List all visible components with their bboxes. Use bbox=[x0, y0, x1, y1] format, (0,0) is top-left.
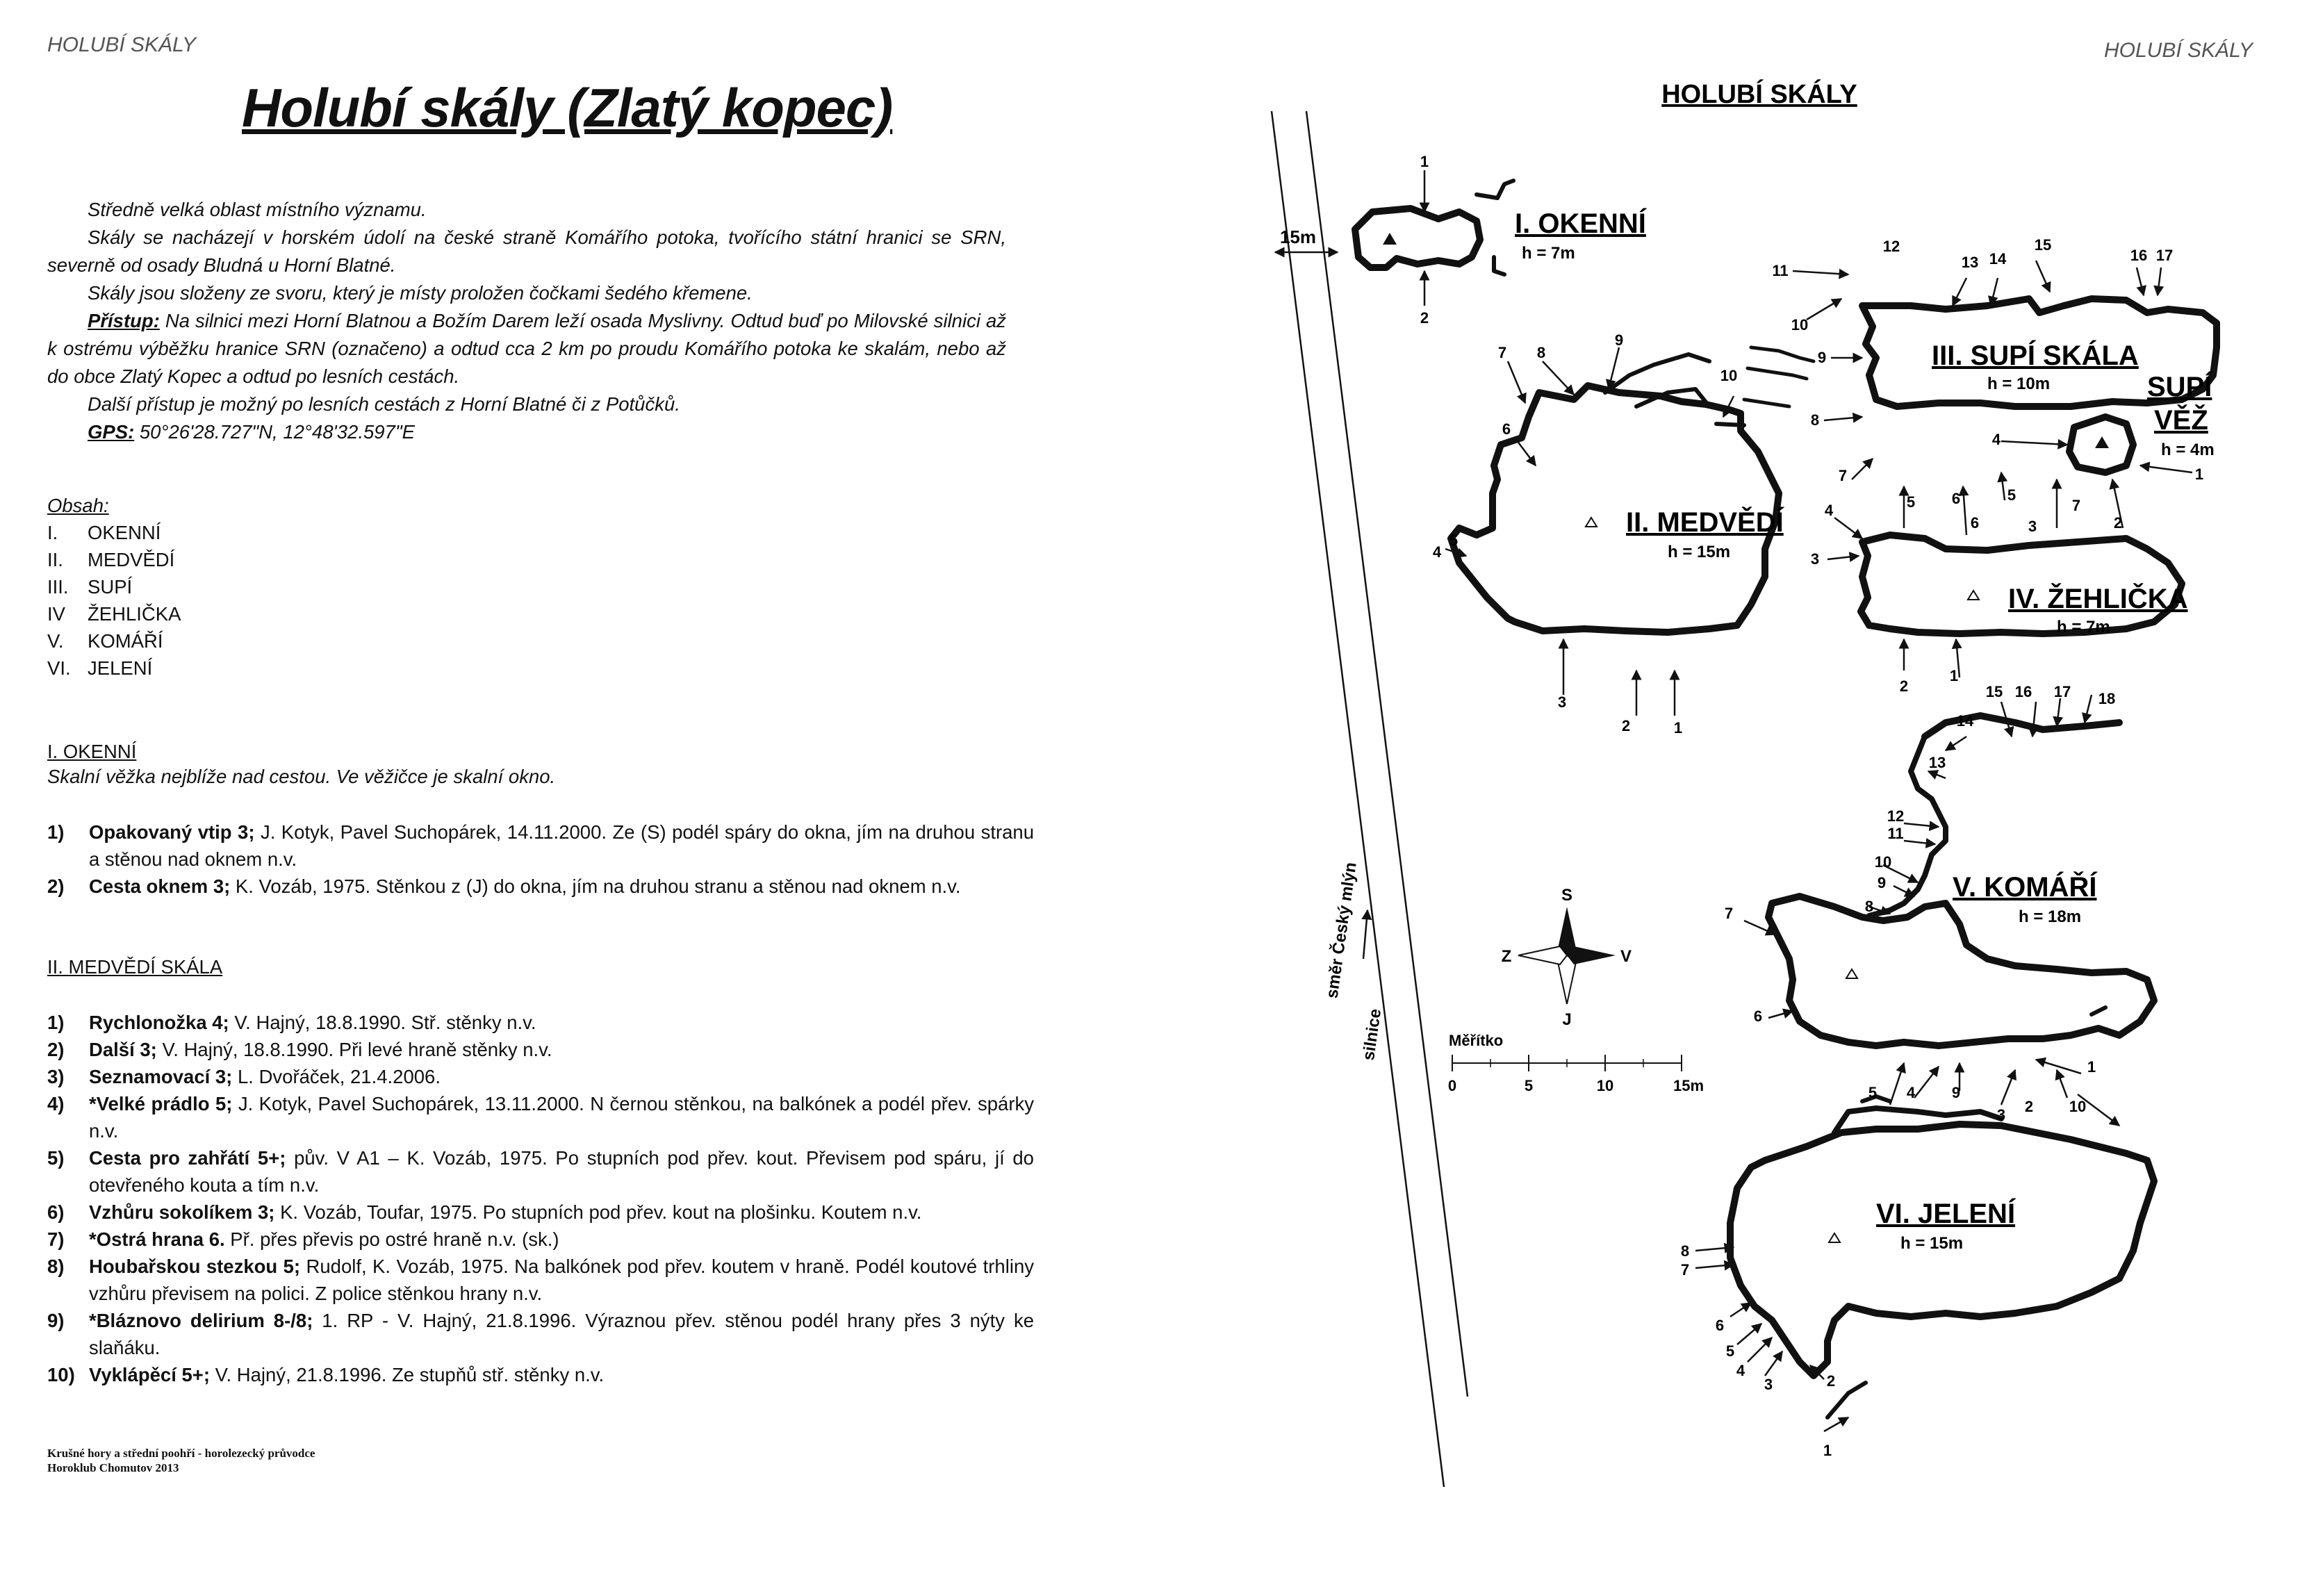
intro-access bbox=[47, 307, 1006, 390]
route-item: 4) *Velké prádlo 5; J. Kotyk, Pavel Suchopárek, 13.11.2000. N černou stěnkou, na balkónek a podél přev. spárky n.v. bbox=[47, 1093, 1034, 1142]
intro-p5: Další přístup je možný po lesních cestách z Horní Blatné či z Potůčků. bbox=[88, 393, 680, 415]
compass-rose-icon bbox=[1502, 886, 1632, 1029]
rock-okenni-label: I. OKENNÍ bbox=[1515, 208, 1646, 239]
rock-supi-vez-height: h = 4m bbox=[2161, 441, 2215, 459]
route-item: 10) Vyklápěcí 5+; V. Hajný, 21.8.1996. Ze stupňů stř. stěnky n.v. bbox=[47, 1364, 605, 1385]
toc-item: V. KOMÁŘÍ bbox=[47, 630, 163, 652]
gps-text: 50°26'28.727"N, 12°48'32.597"E bbox=[134, 421, 415, 443]
route-number: 18 bbox=[2098, 690, 2116, 707]
rock-supi-skala-label: III. SUPÍ SKÁLA bbox=[1932, 340, 2139, 371]
intro-p1: Středně velká oblast místního významu. bbox=[88, 199, 427, 220]
route-arrow-icon bbox=[2158, 268, 2161, 295]
route-arrow-icon bbox=[1765, 1351, 1782, 1376]
rock-okenni-spur2 bbox=[1494, 257, 1504, 274]
route-number: 13 bbox=[1961, 254, 1979, 271]
route-arrow-icon bbox=[1695, 1265, 1734, 1268]
route-number: 10 bbox=[1720, 367, 1738, 384]
rock-jeleni-height: h = 15m bbox=[1900, 1234, 1964, 1253]
route-arrow-icon bbox=[1508, 361, 1525, 403]
section-medvedi-routes bbox=[47, 1009, 1034, 1388]
route-arrow-icon bbox=[2001, 1070, 2015, 1105]
route-arrow-icon bbox=[1827, 556, 1859, 559]
summit-supi-vez-icon bbox=[2095, 436, 2109, 448]
footer-line2: Horoklub Chomutov 2013 bbox=[47, 1461, 179, 1474]
route-number: 2 bbox=[1621, 717, 1631, 734]
route-arrow-icon bbox=[1737, 1324, 1761, 1344]
intro-gps bbox=[47, 418, 1006, 446]
route-arrow-icon bbox=[1894, 886, 1914, 896]
route-number: 3 bbox=[1996, 1106, 2006, 1124]
page-header-left: HOLUBÍ SKÁLY bbox=[47, 33, 196, 56]
route-arrow-icon bbox=[1834, 518, 1862, 538]
route-arrow-icon bbox=[1963, 486, 1966, 535]
route-number: 2 bbox=[2113, 514, 2123, 532]
route-number: 2 bbox=[2024, 1098, 2034, 1115]
route-number: 15 bbox=[2034, 236, 2052, 254]
compass-south: J bbox=[1562, 1010, 1572, 1029]
toc-item: IV ŽEHLIČKA bbox=[47, 603, 181, 625]
route-number: 7 bbox=[1724, 905, 1734, 922]
route-item: 5) Cesta pro zahřátí 5+; pův. V A1 – K. Vozáb, 1975. Po stupních pod přev. kout. Převisem pod spáru, jí do otevřeného kouta a tím n.v. bbox=[47, 1147, 1034, 1196]
crag-map bbox=[1237, 63, 2265, 1487]
route-number: 1 bbox=[2087, 1058, 2096, 1076]
road-label: silnice bbox=[1359, 1007, 1386, 1062]
route-arrow-icon bbox=[2036, 1060, 2081, 1073]
route-number: 4 bbox=[1736, 1362, 1745, 1379]
route-arrow-icon bbox=[2140, 466, 2192, 472]
route-arrow-icon bbox=[1543, 361, 1574, 395]
route-number: 5 bbox=[1725, 1342, 1735, 1360]
route-arrow-icon bbox=[2036, 261, 2050, 292]
route-item: 1) Rychlonožka 4; V. Hajný, 18.8.1990. Stř. stěnky n.v. bbox=[47, 1012, 536, 1033]
summit-zehlicka-icon bbox=[1968, 591, 1979, 600]
route-arrow-icon bbox=[2057, 1070, 2067, 1098]
footer-line1: Krušné hory a střední poohří - horolezecký průvodce bbox=[47, 1447, 315, 1460]
route-number: 5 bbox=[1906, 493, 1916, 511]
rock-supi-vez-label-1: SUPÍ bbox=[2147, 372, 2212, 402]
summit-komari-icon bbox=[1846, 969, 1857, 978]
route-number: 12 bbox=[1882, 238, 1900, 255]
route-number: 11 bbox=[1887, 825, 1904, 842]
route-number: 1 bbox=[1420, 153, 1429, 170]
rock-komari-label: V. KOMÁŘÍ bbox=[1953, 872, 2097, 903]
rock-supi-skala-height: h = 10m bbox=[1987, 375, 2051, 393]
route-number: 16 bbox=[2130, 247, 2148, 264]
route-arrow-icon bbox=[1928, 771, 1946, 778]
route-number: 1 bbox=[1673, 719, 1683, 737]
route-arrow-icon bbox=[1852, 459, 1873, 479]
route-number: 12 bbox=[1887, 807, 1905, 825]
route-number: 5 bbox=[1868, 1084, 1878, 1101]
route-number: 8 bbox=[1680, 1242, 1690, 1260]
rock-medvedi-height: h = 15m bbox=[1668, 543, 1731, 561]
map-title: HOLUBÍ SKÁLY bbox=[1661, 80, 1857, 109]
rock-zehlicka-height: h = 7m bbox=[2057, 618, 2110, 636]
route-number: 10 bbox=[1874, 853, 1892, 871]
compass-north: S bbox=[1561, 886, 1573, 905]
rock-medvedi-ridge2 bbox=[1605, 354, 1709, 393]
route-number: 16 bbox=[2014, 683, 2032, 700]
route-number: 4 bbox=[1824, 502, 1834, 519]
route-number: 9 bbox=[1877, 874, 1887, 891]
route-number: 1 bbox=[1823, 1442, 1832, 1459]
summit-medvedi-icon bbox=[1586, 518, 1597, 527]
scale-label: Měřítko bbox=[1449, 1032, 1504, 1049]
route-number: 14 bbox=[1989, 250, 2007, 268]
intro-p2: Skály se nacházejí v horském údolí na české straně Komářího potoka, tvořícího státní hranici se SRN, severně od osady Bludná u Horní Blatné. bbox=[47, 227, 1006, 276]
route-number: 1 bbox=[2194, 466, 2204, 483]
toc-item: III. SUPÍ bbox=[47, 576, 133, 598]
intro-text bbox=[47, 196, 1006, 446]
intro-p3: Skály jsou složeny ze svoru, který je místy proložen čočkami šedého křemene. bbox=[88, 282, 753, 304]
route-number: 11 bbox=[1772, 262, 1789, 279]
route-number: 7 bbox=[1497, 344, 1507, 361]
route-arrow-icon bbox=[1768, 1011, 1793, 1018]
route-number: 10 bbox=[1791, 316, 1809, 334]
route-number: 4 bbox=[1906, 1084, 1916, 1101]
route-number: 8 bbox=[1864, 898, 1874, 915]
scale-tick-label: 15m bbox=[1673, 1077, 1705, 1094]
rock-okenni-height: h = 7m bbox=[1522, 244, 1575, 263]
route-number: 1 bbox=[1949, 667, 1959, 684]
compass-east: V bbox=[1620, 947, 1632, 966]
rock-medvedi-ridge4 bbox=[1751, 347, 1814, 361]
rock-komari-ridge bbox=[1925, 716, 2119, 737]
toc-item: II. MEDVĚDÍ bbox=[47, 549, 175, 570]
route-arrow-icon bbox=[1748, 1338, 1772, 1362]
rock-komari-spur bbox=[2092, 1007, 2105, 1014]
route-arrow-icon bbox=[1730, 1303, 1751, 1317]
route-arrow-icon bbox=[1515, 438, 1536, 466]
distance-label: 15m bbox=[1279, 227, 1317, 247]
summit-okenni-icon bbox=[1383, 233, 1397, 245]
rock-supi-vez-label-2: VĚŽ bbox=[2154, 405, 2208, 436]
route-arrow-icon bbox=[1904, 823, 1939, 827]
route-arrow-icon bbox=[1890, 1063, 1904, 1105]
route-number: 6 bbox=[1715, 1317, 1725, 1334]
route-item: 2) Cesta oknem 3; K. Vozáb, 1975. Stěnkou z (J) do okna, jím na druhou stranu a stěnou nad oknem n.v. bbox=[47, 875, 961, 897]
page-header-right: HOLUBÍ SKÁLY bbox=[2104, 39, 2253, 62]
route-number: 3 bbox=[2028, 518, 2037, 535]
toc-heading: Obsah: bbox=[47, 495, 109, 516]
route-arrow-icon bbox=[2085, 695, 2092, 723]
route-number: 2 bbox=[1826, 1372, 1836, 1390]
route-arrow-icon bbox=[1793, 271, 1848, 274]
route-number: 2 bbox=[1420, 309, 1429, 327]
gps-label: GPS: bbox=[88, 421, 135, 443]
route-item: 8) Houbařskou stezkou 5; Rudolf, K. Vozáb, 1975. Na balkónek pod přev. koutem v hraně. Podél koutové trhliny vzhůru převisem na polici. Z police stěnkou hrany n.v. bbox=[47, 1256, 1034, 1304]
route-number: 6 bbox=[1502, 420, 1511, 438]
route-arrow-icon bbox=[2057, 698, 2060, 726]
route-item: 1) Opakovaný vtip 3; J. Kotyk, Pavel Suchopárek, 14.11.2000. Ze (S) podél spáry do okna, jím na druhou stranu a stěnou nad oknem n.v. bbox=[47, 821, 1034, 870]
route-item: 2) Další 3; V. Hajný, 18.8.1990. Při levé hraně stěnky n.v. bbox=[47, 1039, 552, 1060]
route-number: 7 bbox=[1838, 467, 1848, 484]
route-number: 7 bbox=[1680, 1261, 1690, 1278]
rock-zehlicka-label: IV. ŽEHLIČKA bbox=[2008, 584, 2188, 614]
road-label-direction: směr Český mlýn bbox=[1322, 861, 1361, 1000]
route-number: 8 bbox=[1536, 344, 1546, 361]
rock-komari-outline bbox=[1768, 896, 2154, 1046]
section-okenni-routes bbox=[47, 818, 1034, 900]
rock-okenni-outline bbox=[1355, 208, 1480, 268]
route-item: 6) Vzhůru sokolíkem 3; K. Vozáb, Toufar, 1975. Po stupních pod přev. kout na plošinku. Koutem n.v. bbox=[47, 1201, 922, 1223]
route-number: 7 bbox=[2071, 497, 2081, 514]
route-item: 7) *Ostrá hrana 6. Př. přes převis po ostré hraně n.v. (sk.) bbox=[47, 1228, 559, 1250]
route-number: 2 bbox=[1899, 677, 1909, 695]
route-arrow-icon bbox=[1824, 1417, 1848, 1431]
compass-west: Z bbox=[1501, 947, 1512, 966]
section-okenni-heading: I. OKENNÍ bbox=[47, 741, 137, 762]
rock-jeleni-label: VI. JELENÍ bbox=[1876, 1199, 2016, 1229]
rock-medvedi-label: II. MEDVĚDÍ bbox=[1626, 507, 1784, 538]
route-number: 9 bbox=[1817, 349, 1827, 366]
route-number: 6 bbox=[1970, 514, 1980, 532]
rock-medvedi-ridge3 bbox=[1716, 424, 1744, 425]
route-item: 3) Seznamovací 3; L. Dvořáček, 21.4.2006. bbox=[47, 1066, 441, 1087]
rock-okenni-spur bbox=[1477, 181, 1513, 198]
route-arrow-icon bbox=[2137, 268, 2144, 295]
section-medvedi-heading: II. MEDVĚDÍ SKÁLA bbox=[47, 956, 223, 978]
route-number: 3 bbox=[1810, 550, 1820, 568]
route-arrow-icon bbox=[1824, 417, 1862, 420]
route-number: 17 bbox=[2053, 683, 2071, 700]
route-number: 9 bbox=[1614, 331, 1624, 349]
route-arrow-icon bbox=[1904, 841, 1935, 844]
scale-tick-label: 5 bbox=[1524, 1077, 1534, 1094]
toc-item: I. OKENNÍ bbox=[47, 522, 161, 543]
section-okenni-description: Skalní věžka nejblíže nad cestou. Ve věžičce je skalní okno. bbox=[47, 766, 556, 787]
scale-tick-label: 10 bbox=[1596, 1077, 1614, 1094]
route-item: 9) *Bláznovo delirium 8-/8; 1. RP - V. Hajný, 21.8.1996. Výraznou přev. stěnou podél hrany přes 3 nýty ke slaňáku. bbox=[47, 1310, 1034, 1358]
route-number: 13 bbox=[1928, 754, 1946, 771]
route-arrow-icon bbox=[1807, 299, 1841, 320]
route-number: 5 bbox=[1449, 532, 1459, 549]
route-number: 3 bbox=[1557, 693, 1567, 711]
page-title: Holubí skály (Zlatý kopec) bbox=[242, 77, 893, 138]
toc-item: VI. JELENÍ bbox=[47, 657, 153, 679]
route-number: 4 bbox=[1432, 543, 1442, 561]
summit-jeleni-icon bbox=[1829, 1233, 1840, 1242]
route-arrow-icon bbox=[1914, 1067, 1939, 1098]
route-arrow-icon bbox=[1946, 737, 1966, 750]
rock-medvedi-ridge5 bbox=[1748, 368, 1807, 379]
rock-komari-height: h = 18m bbox=[2019, 907, 2082, 926]
route-arrow-icon bbox=[2001, 441, 2067, 445]
access-label: Přístup: bbox=[88, 310, 160, 331]
route-arrow-icon bbox=[1953, 278, 1966, 306]
route-arrow-icon bbox=[2001, 472, 2005, 500]
route-number: 17 bbox=[2155, 247, 2174, 264]
route-number: 15 bbox=[1985, 683, 2003, 700]
scale-tick-label: 0 bbox=[1447, 1077, 1457, 1094]
road bbox=[1272, 111, 1468, 1487]
table-of-contents bbox=[47, 492, 181, 682]
route-number: 14 bbox=[1956, 712, 1974, 730]
route-number: 5 bbox=[2007, 486, 2016, 504]
rock-medvedi-ridge6 bbox=[1744, 400, 1789, 406]
route-number: 4 bbox=[1991, 431, 2001, 448]
route-number: 3 bbox=[1764, 1376, 1773, 1393]
footer bbox=[47, 1446, 315, 1475]
access-text: Na silnici mezi Horní Blatnou a Božím Darem leží osada Myslivny. Odtud buď po Milovské silnici až k ostrému výběžku hranice SRN (označeno) a odtud cca 2 km po proudu Komářího potoka ke skalám, nebo až do obce Zlatý Kopec a odtud po lesních cestách. bbox=[47, 310, 1006, 387]
route-number: 10 bbox=[2069, 1098, 2087, 1115]
route-number: 9 bbox=[1951, 1084, 1961, 1101]
scale-bar bbox=[1448, 1032, 1704, 1094]
road-arrow-icon bbox=[1363, 910, 1367, 959]
route-arrow-icon bbox=[2032, 702, 2036, 737]
route-number: 6 bbox=[1951, 490, 1961, 507]
route-number: 6 bbox=[1753, 1007, 1763, 1025]
route-number: 8 bbox=[1810, 411, 1820, 429]
